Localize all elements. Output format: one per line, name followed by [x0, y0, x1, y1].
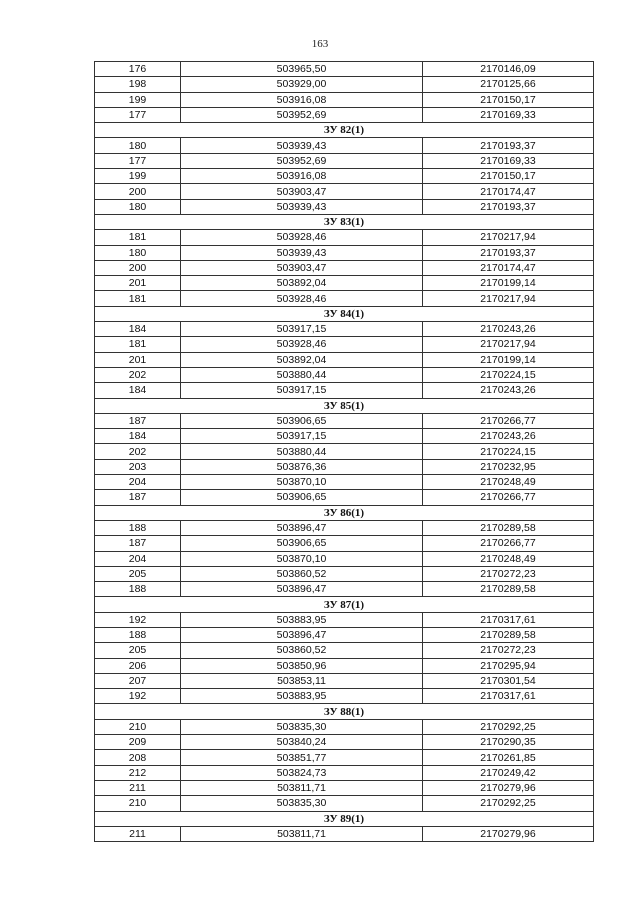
y-coordinate-cell: 2170272,23: [423, 643, 594, 658]
y-coordinate-cell: 2170279,96: [423, 826, 594, 841]
point-number-cell: 204: [95, 551, 181, 566]
x-coordinate-cell: 503883,95: [181, 612, 423, 627]
x-coordinate-cell: 503917,15: [181, 429, 423, 444]
point-number-cell: 180: [95, 138, 181, 153]
x-coordinate-cell: 503811,71: [181, 826, 423, 841]
table-row: [95, 107, 594, 122]
point-number-cell: 181: [95, 291, 181, 306]
section-header-row: [95, 398, 594, 413]
y-coordinate-cell: 2170290,35: [423, 735, 594, 750]
x-coordinate-cell: 503883,95: [181, 689, 423, 704]
y-coordinate-cell: 2170199,14: [423, 352, 594, 367]
point-number-cell: 201: [95, 352, 181, 367]
point-number-cell: 205: [95, 566, 181, 581]
x-coordinate-cell: 503939,43: [181, 199, 423, 214]
y-coordinate-cell: 2170243,26: [423, 322, 594, 337]
y-coordinate-cell: 2170266,77: [423, 490, 594, 505]
x-coordinate-cell: 503870,10: [181, 551, 423, 566]
point-number-cell: 206: [95, 658, 181, 673]
x-coordinate-cell: 503939,43: [181, 245, 423, 260]
y-coordinate-cell: 2170150,17: [423, 169, 594, 184]
point-number-cell: 176: [95, 62, 181, 77]
table-row: [95, 62, 594, 77]
table-row: [95, 475, 594, 490]
point-number-cell: 202: [95, 367, 181, 382]
point-number-cell: 211: [95, 826, 181, 841]
point-number-cell: 211: [95, 780, 181, 795]
page-number: 163: [311, 38, 329, 50]
table-row: [95, 750, 594, 765]
table-row: [95, 153, 594, 168]
x-coordinate-cell: 503903,47: [181, 260, 423, 275]
point-number-cell: 210: [95, 796, 181, 811]
y-coordinate-cell: 2170232,95: [423, 459, 594, 474]
point-number-cell: 209: [95, 735, 181, 750]
y-coordinate-cell: 2170217,94: [423, 230, 594, 245]
y-coordinate-cell: 2170317,61: [423, 612, 594, 627]
table-row: [95, 459, 594, 474]
point-number-cell: 177: [95, 153, 181, 168]
y-coordinate-cell: 2170289,58: [423, 520, 594, 535]
section-header-row: [95, 306, 594, 321]
y-coordinate-cell: 2170193,37: [423, 138, 594, 153]
y-coordinate-cell: 2170199,14: [423, 276, 594, 291]
y-coordinate-cell: 2170249,42: [423, 765, 594, 780]
y-coordinate-cell: 2170224,15: [423, 367, 594, 382]
x-coordinate-cell: 503929,00: [181, 77, 423, 92]
table-row: [95, 520, 594, 535]
y-coordinate-cell: 2170317,61: [423, 689, 594, 704]
y-coordinate-cell: 2170193,37: [423, 245, 594, 260]
x-coordinate-cell: 503916,08: [181, 92, 423, 107]
y-coordinate-cell: 2170289,58: [423, 582, 594, 597]
table-row: [95, 826, 594, 841]
x-coordinate-cell: 503928,46: [181, 337, 423, 352]
table-row: [95, 429, 594, 444]
table-row: [95, 673, 594, 688]
table-row: [95, 719, 594, 734]
table-row: [95, 367, 594, 382]
point-number-cell: 192: [95, 689, 181, 704]
table-row: [95, 612, 594, 627]
y-coordinate-cell: 2170174,47: [423, 260, 594, 275]
table-row: [95, 643, 594, 658]
section-title: ЗУ 84(1): [95, 306, 594, 321]
y-coordinate-cell: 2170224,15: [423, 444, 594, 459]
table-row: [95, 230, 594, 245]
table-row: [95, 582, 594, 597]
x-coordinate-cell: 503906,65: [181, 490, 423, 505]
section-header-row: [95, 214, 594, 229]
y-coordinate-cell: 2170243,26: [423, 429, 594, 444]
section-header-row: [95, 123, 594, 138]
section-title: ЗУ 87(1): [95, 597, 594, 612]
x-coordinate-cell: 503896,47: [181, 520, 423, 535]
point-number-cell: 198: [95, 77, 181, 92]
point-number-cell: 187: [95, 413, 181, 428]
table-row: [95, 689, 594, 704]
y-coordinate-cell: 2170279,96: [423, 780, 594, 795]
table-row: [95, 765, 594, 780]
table-row: [95, 352, 594, 367]
table-row: [95, 291, 594, 306]
y-coordinate-cell: 2170272,23: [423, 566, 594, 581]
section-header-row: [95, 704, 594, 719]
x-coordinate-cell: 503851,77: [181, 750, 423, 765]
x-coordinate-cell: 503880,44: [181, 367, 423, 382]
point-number-cell: 181: [95, 337, 181, 352]
y-coordinate-cell: 2170266,77: [423, 536, 594, 551]
table-row: [95, 245, 594, 260]
x-coordinate-cell: 503939,43: [181, 138, 423, 153]
point-number-cell: 184: [95, 322, 181, 337]
point-number-cell: 200: [95, 184, 181, 199]
table-row: [95, 383, 594, 398]
section-title: ЗУ 85(1): [95, 398, 594, 413]
y-coordinate-cell: 2170146,09: [423, 62, 594, 77]
table-row: [95, 92, 594, 107]
y-coordinate-cell: 2170301,54: [423, 673, 594, 688]
y-coordinate-cell: 2170174,47: [423, 184, 594, 199]
table-row: [95, 735, 594, 750]
point-number-cell: 202: [95, 444, 181, 459]
x-coordinate-cell: 503965,50: [181, 62, 423, 77]
section-header-row: [95, 505, 594, 520]
x-coordinate-cell: 503952,69: [181, 153, 423, 168]
x-coordinate-cell: 503824,73: [181, 765, 423, 780]
x-coordinate-cell: 503840,24: [181, 735, 423, 750]
y-coordinate-cell: 2170169,33: [423, 107, 594, 122]
y-coordinate-cell: 2170295,94: [423, 658, 594, 673]
y-coordinate-cell: 2170266,77: [423, 413, 594, 428]
x-coordinate-cell: 503876,36: [181, 459, 423, 474]
point-number-cell: 184: [95, 383, 181, 398]
table-row: [95, 796, 594, 811]
x-coordinate-cell: 503870,10: [181, 475, 423, 490]
point-number-cell: 188: [95, 520, 181, 535]
point-number-cell: 212: [95, 765, 181, 780]
point-number-cell: 187: [95, 536, 181, 551]
x-coordinate-cell: 503952,69: [181, 107, 423, 122]
table-row: [95, 536, 594, 551]
table-row: [95, 138, 594, 153]
table-row: [95, 413, 594, 428]
x-coordinate-cell: 503835,30: [181, 719, 423, 734]
x-coordinate-cell: 503896,47: [181, 627, 423, 642]
y-coordinate-cell: 2170243,26: [423, 383, 594, 398]
table-row: [95, 322, 594, 337]
table-row: [95, 490, 594, 505]
point-number-cell: 208: [95, 750, 181, 765]
table-row: [95, 444, 594, 459]
table-row: [95, 551, 594, 566]
table-row: [95, 780, 594, 795]
y-coordinate-cell: 2170169,33: [423, 153, 594, 168]
table-row: [95, 337, 594, 352]
y-coordinate-cell: 2170248,49: [423, 475, 594, 490]
x-coordinate-cell: 503903,47: [181, 184, 423, 199]
point-number-cell: 181: [95, 230, 181, 245]
section-title: ЗУ 82(1): [95, 123, 594, 138]
section-header-row: [95, 811, 594, 826]
point-number-cell: 200: [95, 260, 181, 275]
x-coordinate-cell: 503860,52: [181, 643, 423, 658]
point-number-cell: 207: [95, 673, 181, 688]
y-coordinate-cell: 2170217,94: [423, 291, 594, 306]
point-number-cell: 188: [95, 582, 181, 597]
x-coordinate-cell: 503906,65: [181, 536, 423, 551]
y-coordinate-cell: 2170150,17: [423, 92, 594, 107]
x-coordinate-cell: 503906,65: [181, 413, 423, 428]
coordinates-table-body: [95, 62, 594, 842]
section-title: ЗУ 88(1): [95, 704, 594, 719]
table-row: [95, 260, 594, 275]
table-row: [95, 199, 594, 214]
point-number-cell: 201: [95, 276, 181, 291]
table-row: [95, 276, 594, 291]
x-coordinate-cell: 503928,46: [181, 291, 423, 306]
x-coordinate-cell: 503916,08: [181, 169, 423, 184]
point-number-cell: 210: [95, 719, 181, 734]
point-number-cell: 203: [95, 459, 181, 474]
point-number-cell: 199: [95, 169, 181, 184]
coordinates-table: [94, 61, 594, 842]
y-coordinate-cell: 2170125,66: [423, 77, 594, 92]
point-number-cell: 188: [95, 627, 181, 642]
x-coordinate-cell: 503850,96: [181, 658, 423, 673]
x-coordinate-cell: 503892,04: [181, 276, 423, 291]
table-row: [95, 566, 594, 581]
x-coordinate-cell: 503928,46: [181, 230, 423, 245]
point-number-cell: 205: [95, 643, 181, 658]
point-number-cell: 187: [95, 490, 181, 505]
x-coordinate-cell: 503835,30: [181, 796, 423, 811]
y-coordinate-cell: 2170193,37: [423, 199, 594, 214]
point-number-cell: 177: [95, 107, 181, 122]
point-number-cell: 204: [95, 475, 181, 490]
y-coordinate-cell: 2170217,94: [423, 337, 594, 352]
point-number-cell: 184: [95, 429, 181, 444]
y-coordinate-cell: 2170261,85: [423, 750, 594, 765]
section-title: ЗУ 83(1): [95, 214, 594, 229]
x-coordinate-cell: 503860,52: [181, 566, 423, 581]
x-coordinate-cell: 503917,15: [181, 383, 423, 398]
x-coordinate-cell: 503892,04: [181, 352, 423, 367]
x-coordinate-cell: 503917,15: [181, 322, 423, 337]
table-row: [95, 169, 594, 184]
y-coordinate-cell: 2170289,58: [423, 627, 594, 642]
x-coordinate-cell: 503880,44: [181, 444, 423, 459]
section-header-row: [95, 597, 594, 612]
section-title: ЗУ 89(1): [95, 811, 594, 826]
y-coordinate-cell: 2170292,25: [423, 796, 594, 811]
table-row: [95, 184, 594, 199]
point-number-cell: 180: [95, 245, 181, 260]
y-coordinate-cell: 2170248,49: [423, 551, 594, 566]
y-coordinate-cell: 2170292,25: [423, 719, 594, 734]
section-title: ЗУ 86(1): [95, 505, 594, 520]
x-coordinate-cell: 503811,71: [181, 780, 423, 795]
point-number-cell: 192: [95, 612, 181, 627]
table-row: [95, 77, 594, 92]
table-row: [95, 627, 594, 642]
x-coordinate-cell: 503853,11: [181, 673, 423, 688]
point-number-cell: 180: [95, 199, 181, 214]
table-row: [95, 658, 594, 673]
point-number-cell: 199: [95, 92, 181, 107]
x-coordinate-cell: 503896,47: [181, 582, 423, 597]
